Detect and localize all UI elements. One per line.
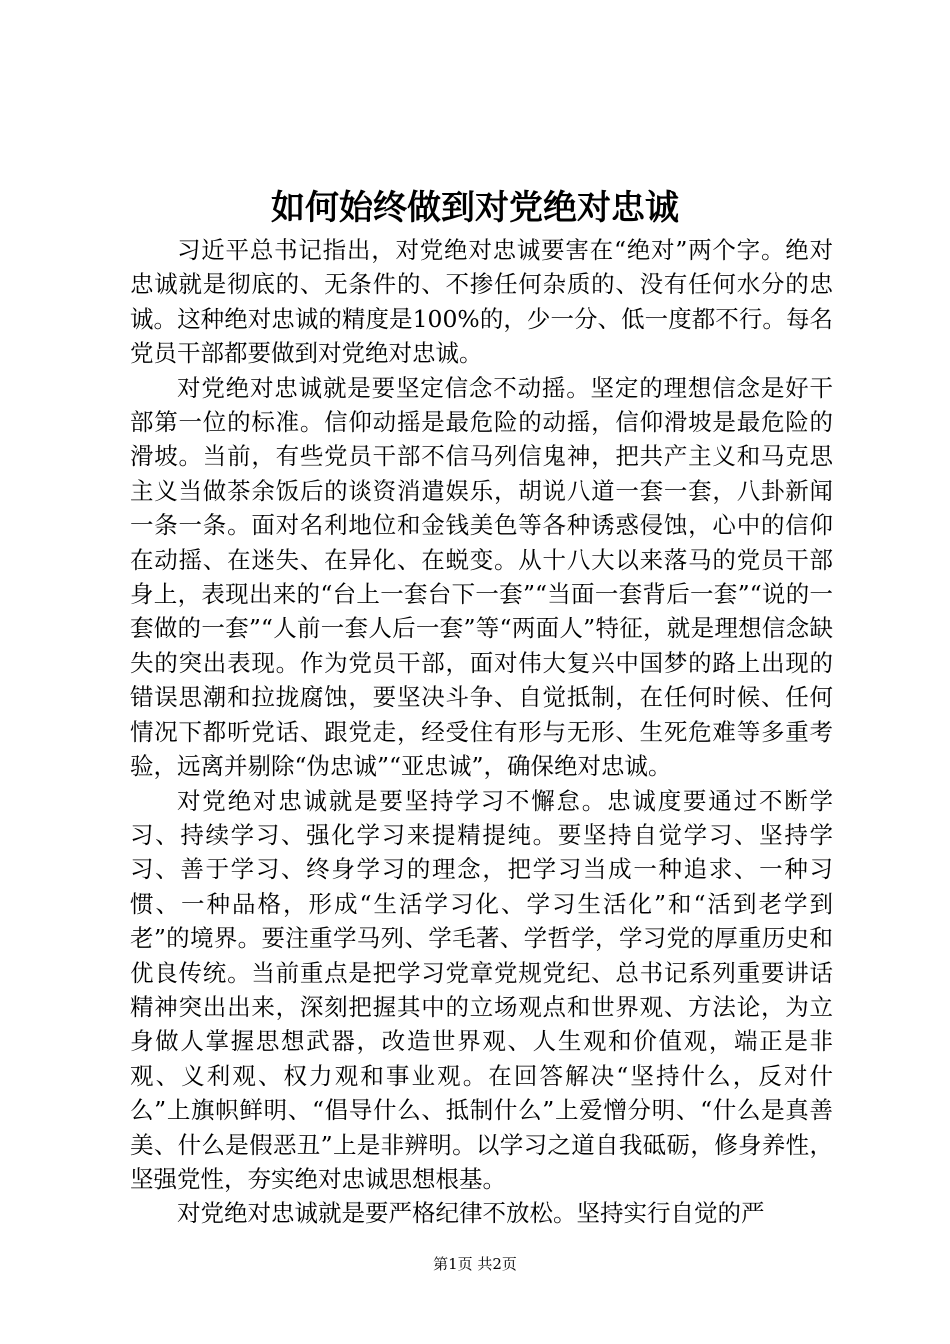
- paragraph: 对党绝对忠诚就是要严格纪律不放松。坚持实行自觉的严: [177, 1199, 765, 1228]
- paragraph: 习近平总书记指出，对党绝对忠诚要害在“绝对”两个字。绝对忠诚就是彻底的、无条件的、不掺任何杂质的、没有任何水分的忠诚。这种绝对忠诚的精度是100%的，少一分、低一度都不行。每名党员干部都要做到对党绝对忠诚。: [130, 236, 833, 368]
- paragraph: 对党绝对忠诚就是要坚持学习不懈怠。忠诚度要通过不断学习、持续学习、强化学习来提精提纯。要坚持自觉学习、坚持学习、善于学习、终身学习的理念，把学习当成一种追求、一种习惯、一种品格，形成“生活学习化、学习生活化”和“活到老学到老”的境界。要注重学马列、学毛著、学哲学，学习党的厚重历史和优良传统。当前重点是把学习党章党规党纪、总书记系列重要讲话精神突出出来，深刻把握其中的立场观点和世界观、方法论，为立身做人掌握思想武器，改造世界观、人生观和价值观，端正是非观、义利观、权力观和事业观。在回答解决“坚持什么，反对什么”上旗帜鲜明、“倡导什么、抵制什么”上爱憎分明、“什么是真善美、什么是假恶丑”上是非辨明。以学习之道自我砥砺，修身养性，坚强党性，夯实绝对忠诚思想根基。: [130, 786, 833, 1193]
- paragraph: 对党绝对忠诚就是要坚定信念不动摇。坚定的理想信念是好干部第一位的标准。信仰动摇是最危险的动摇，信仰滑坡是最危险的滑坡。当前，有些党员干部不信马列信鬼神，把共产主义和马克思主义当做茶余饭后的谈资消遣娱乐，胡说八道一套一套，八卦新闻一条一条。面对名利地位和金钱美色等各种诱惑侵蚀，心中的信仰在动摇、在迷失、在异化、在蜕变。从十八大以来落马的党员干部身上，表现出来的“台上一套台下一套”“当面一套背后一套”“说的一套做的一套”“人前一套人后一套”等“两面人”特征，就是理想信念缺失的突出表现。作为党员干部，面对伟大复兴中国梦的路上出现的错误思潮和拉拢腐蚀，要坚决斗争、自觉抵制，在任何时候、任何情况下都听党话、跟党走，经受住有形与无形、生死危难等多重考验，远离并剔除“伪忠诚”“亚忠诚”，确保绝对忠诚。: [130, 373, 833, 781]
- page-footer: 第1页 共2页: [433, 1255, 517, 1273]
- document-title: 如何始终做到对党绝对忠诚: [271, 188, 679, 228]
- document-body: [130, 233, 833, 1231]
